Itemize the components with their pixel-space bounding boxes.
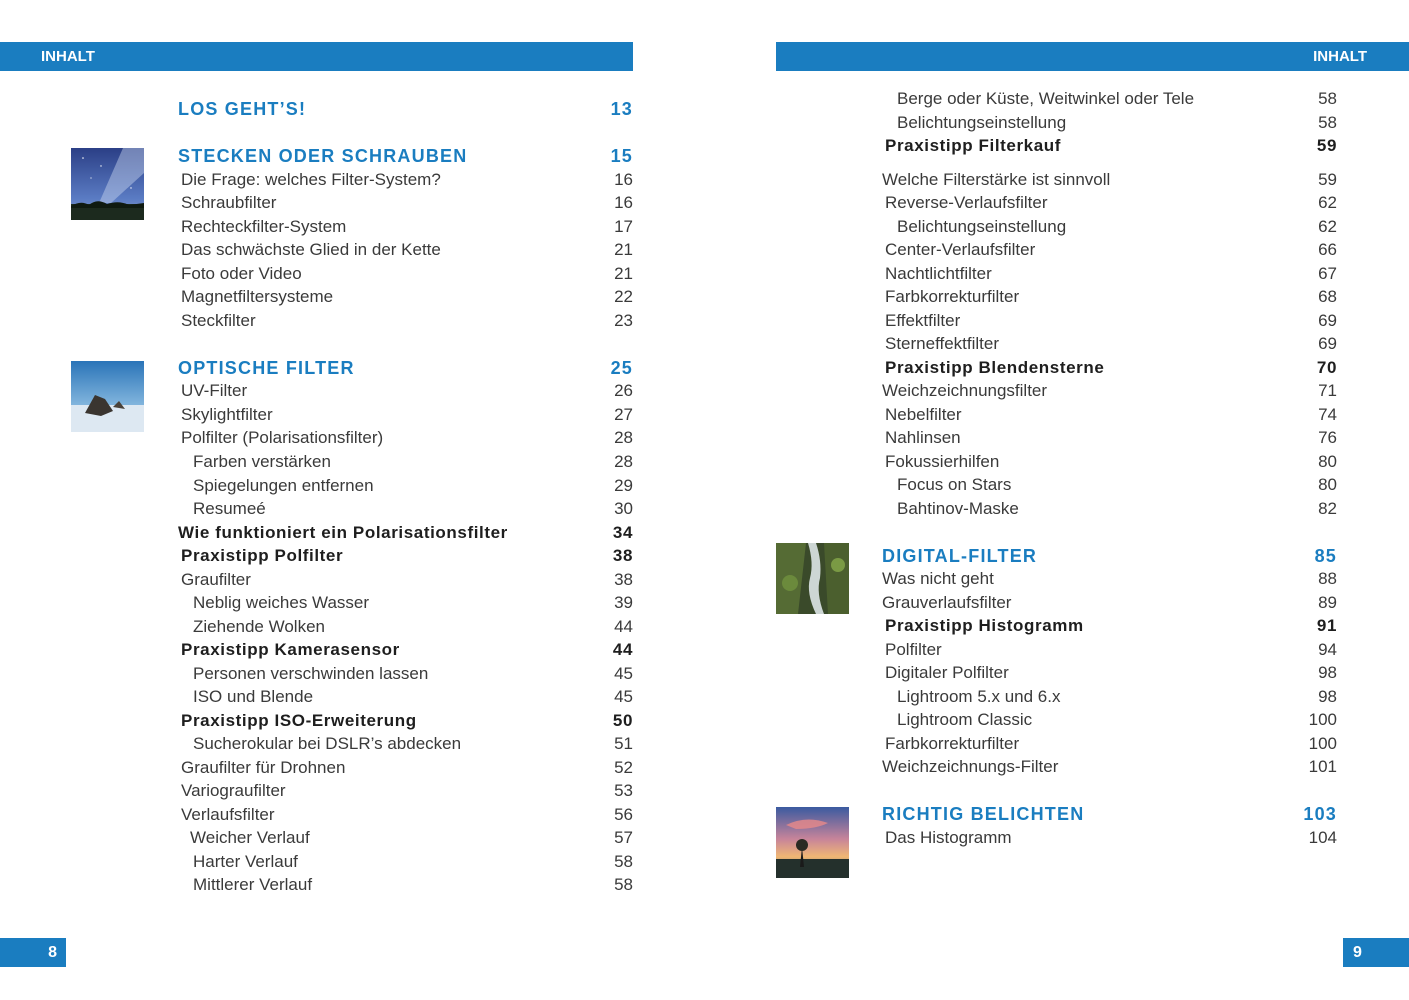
toc-title: Was nicht geht xyxy=(882,569,994,588)
toc-title: Belichtungseinstellung xyxy=(897,217,1067,236)
toc-page-number: 62 xyxy=(1318,217,1337,236)
toc-page-number: 74 xyxy=(1318,405,1337,424)
toc-title: OPTISCHE FILTER xyxy=(178,358,355,378)
toc-entry[interactable] xyxy=(178,781,633,805)
toc-subentry[interactable] xyxy=(178,476,633,500)
toc-page-number: 26 xyxy=(614,381,633,400)
toc-title: Digitaler Polfilter xyxy=(885,663,1009,682)
toc-entry[interactable] xyxy=(178,758,633,782)
toc-page-number: 15 xyxy=(610,146,633,166)
toc-page-number: 52 xyxy=(614,758,633,777)
header-label-left: INHALT xyxy=(41,48,95,65)
toc-subentry[interactable] xyxy=(882,687,1337,711)
toc-subentry[interactable] xyxy=(882,475,1337,499)
toc-section-heading[interactable] xyxy=(178,99,633,123)
toc-title: Praxistipp Polfilter xyxy=(181,546,344,565)
toc-page-number: 25 xyxy=(610,358,633,378)
toc-praxistipp[interactable] xyxy=(882,616,1337,640)
toc-title: DIGITAL-FILTER xyxy=(882,546,1038,566)
toc-page-number: 58 xyxy=(1318,113,1337,132)
toc-page-number: 34 xyxy=(612,523,633,542)
toc-section-heading[interactable] xyxy=(882,804,1337,828)
toc-entry[interactable] xyxy=(178,570,633,594)
toc-page-number: 67 xyxy=(1318,264,1337,283)
toc-page-number: 58 xyxy=(1318,89,1337,108)
toc-praxistipp[interactable] xyxy=(178,711,633,735)
toc-entry[interactable] xyxy=(178,428,633,452)
toc-entry[interactable] xyxy=(178,170,633,194)
toc-page-number: 80 xyxy=(1318,475,1337,494)
toc-page-number: 69 xyxy=(1318,334,1337,353)
toc-title: Weicher Verlauf xyxy=(190,828,310,847)
toc-title: ISO und Blende xyxy=(193,687,314,706)
toc-page-number: 45 xyxy=(614,687,633,706)
toc-title: Personen verschwinden lassen xyxy=(193,664,429,683)
toc-entry[interactable] xyxy=(178,405,633,429)
toc-page-number: 85 xyxy=(1314,546,1337,566)
toc-page-number: 13 xyxy=(610,99,633,119)
toc-title: Weichzeichnungsfilter xyxy=(882,381,1048,400)
toc-title: Nahlinsen xyxy=(885,428,961,447)
toc-entry[interactable] xyxy=(178,217,633,241)
page-number-right-label: 9 xyxy=(1353,944,1362,961)
toc-entry[interactable] xyxy=(882,264,1337,288)
toc-entry[interactable] xyxy=(882,663,1337,687)
toc-title: Lightroom 5.x und 6.x xyxy=(897,687,1061,706)
toc-page-number: 21 xyxy=(614,240,633,259)
toc-page-number: 16 xyxy=(614,193,633,212)
toc-page-number: 51 xyxy=(614,734,633,753)
toc-entry[interactable] xyxy=(882,240,1337,264)
toc-subentry[interactable] xyxy=(178,664,633,688)
toc-title: Lightroom Classic xyxy=(897,710,1033,729)
toc-page-number: 38 xyxy=(612,546,633,565)
toc-title: Effektfilter xyxy=(885,311,961,330)
toc-page-number: 62 xyxy=(1318,193,1337,212)
toc-page-number: 53 xyxy=(614,781,633,800)
toc-subentry[interactable] xyxy=(882,499,1337,523)
sea-rock-photo xyxy=(71,361,144,433)
toc-title: Praxistipp ISO-Erweiterung xyxy=(181,711,417,730)
toc-page-number: 44 xyxy=(614,617,633,636)
toc-page-number: 80 xyxy=(1318,452,1337,471)
toc-title: Sterneffektfilter xyxy=(885,334,1000,353)
toc-title: Praxistipp Blendensterne xyxy=(885,358,1105,377)
toc-praxistipp[interactable] xyxy=(178,546,633,570)
toc-page-number: 100 xyxy=(1308,734,1337,753)
toc-page-number: 44 xyxy=(612,640,633,659)
toc-page-number: 30 xyxy=(614,499,633,518)
toc-title: LOS GEHT’S! xyxy=(178,99,307,119)
toc-title: Steckfilter xyxy=(181,311,256,330)
toc-page-number: 103 xyxy=(1303,804,1337,824)
toc-page-number: 17 xyxy=(614,217,633,236)
toc-entry[interactable] xyxy=(178,240,633,264)
toc-title: Das Histogramm xyxy=(885,828,1012,847)
toc-praxistipp[interactable] xyxy=(882,358,1337,382)
toc-page-number: 23 xyxy=(614,311,633,330)
toc-subentry[interactable] xyxy=(178,828,633,852)
toc-subentry[interactable] xyxy=(882,113,1337,137)
toc-page-number: 38 xyxy=(614,570,633,589)
toc-page-number: 82 xyxy=(1318,499,1337,518)
toc-entry[interactable] xyxy=(178,287,633,311)
page-number-left-label: 8 xyxy=(48,944,57,961)
toc-page-number: 88 xyxy=(1318,569,1337,588)
toc-page-number: 59 xyxy=(1316,136,1337,155)
toc-title: Grauverlaufsfilter xyxy=(882,593,1012,612)
toc-page-number: 16 xyxy=(614,170,633,189)
toc-title: Schraubfilter xyxy=(181,193,277,212)
toc-subentry[interactable] xyxy=(178,452,633,476)
toc-title: Praxistipp Kamerasensor xyxy=(181,640,400,659)
toc-title: Farben verstärken xyxy=(193,452,331,471)
toc-title: Praxistipp Filterkauf xyxy=(885,136,1062,155)
header-bar-left xyxy=(0,42,633,71)
page-number-left xyxy=(0,938,66,967)
page-number-right xyxy=(1343,938,1409,967)
toc-praxistipp[interactable] xyxy=(178,640,633,664)
toc-page-number: 39 xyxy=(614,593,633,612)
toc-page-number: 28 xyxy=(614,428,633,447)
toc-subentry[interactable] xyxy=(178,852,633,876)
toc-entry[interactable] xyxy=(882,569,1337,593)
toc-entry[interactable] xyxy=(178,311,633,335)
toc-title: RICHTIG BELICHTEN xyxy=(882,804,1085,824)
toc-title: Variograufilter xyxy=(181,781,286,800)
toc-page-number: 101 xyxy=(1308,757,1337,776)
toc-entry[interactable] xyxy=(882,428,1337,452)
toc-title: Farbkorrekturfilter xyxy=(885,287,1020,306)
toc-entry[interactable] xyxy=(882,287,1337,311)
toc-page-number: 98 xyxy=(1318,687,1337,706)
toc-entry[interactable] xyxy=(882,334,1337,358)
toc-title: Sucherokular bei DSLR’s abdecken xyxy=(193,734,462,753)
toc-subentry[interactable] xyxy=(178,687,633,711)
toc-subentry[interactable] xyxy=(882,710,1337,734)
toc-praxistipp[interactable] xyxy=(178,523,633,547)
toc-title: Foto oder Video xyxy=(181,264,302,283)
toc-title: Rechteckfilter-System xyxy=(181,217,347,236)
toc-subentry[interactable] xyxy=(178,617,633,641)
toc-entry[interactable] xyxy=(178,381,633,405)
toc-title: Ziehende Wolken xyxy=(193,617,325,636)
toc-entry[interactable] xyxy=(882,757,1337,781)
toc-page-number: 29 xyxy=(614,476,633,495)
toc-title: Bahtinov-Maske xyxy=(897,499,1019,518)
toc-title: Polfilter (Polarisationsfilter) xyxy=(181,428,384,447)
toc-title: Wie funktioniert ein Polarisationsfilter xyxy=(178,523,508,542)
toc-title: Weichzeichnungs-Filter xyxy=(882,757,1059,776)
toc-section-heading[interactable] xyxy=(178,146,633,170)
toc-page-number: 104 xyxy=(1308,828,1337,847)
toc-entry[interactable] xyxy=(178,193,633,217)
toc-title: Fokussierhilfen xyxy=(885,452,1000,471)
toc-page-number: 28 xyxy=(614,452,633,471)
toc-title: Focus on Stars xyxy=(897,475,1012,494)
toc-page-number: 59 xyxy=(1318,170,1337,189)
toc-subentry[interactable] xyxy=(882,217,1337,241)
toc-title: Reverse-Verlaufsfilter xyxy=(885,193,1048,212)
toc-title: Berge oder Küste, Weitwinkel oder Tele xyxy=(897,89,1195,108)
toc-title: Praxistipp Histogramm xyxy=(885,616,1084,635)
toc-title: Das schwächste Glied in der Kette xyxy=(181,240,441,259)
toc-title: Nachtlichtfilter xyxy=(885,264,992,283)
toc-entry[interactable] xyxy=(882,311,1337,335)
toc-praxistipp[interactable] xyxy=(882,136,1337,160)
sunset-tree-photo xyxy=(776,807,849,879)
toc-title: Resumeé xyxy=(193,499,266,518)
toc-page-number: 71 xyxy=(1318,381,1337,400)
waterfall-photo xyxy=(776,543,849,615)
toc-title: Skylightfilter xyxy=(181,405,273,424)
toc-title: Die Frage: welches Filter-System? xyxy=(181,170,441,189)
toc-title: Verlaufsfilter xyxy=(181,805,275,824)
toc-page-number: 56 xyxy=(614,805,633,824)
toc-page-number: 70 xyxy=(1316,358,1337,377)
toc-entry[interactable] xyxy=(178,805,633,829)
toc-title: Polfilter xyxy=(885,640,942,659)
toc-title: Belichtungseinstellung xyxy=(897,113,1067,132)
toc-page-number: 50 xyxy=(612,711,633,730)
toc-page-number: 22 xyxy=(614,287,633,306)
toc-section-heading[interactable] xyxy=(178,358,633,382)
toc-title: Harter Verlauf xyxy=(193,852,298,871)
toc-entry[interactable] xyxy=(882,734,1337,758)
toc-title: STECKEN ODER SCHRAUBEN xyxy=(178,146,468,166)
toc-page-number: 58 xyxy=(614,852,633,871)
toc-entry[interactable] xyxy=(882,640,1337,664)
toc-title: Welche Filterstärke ist sinnvoll xyxy=(882,170,1111,189)
milky-way-photo xyxy=(71,148,144,220)
toc-title: Neblig weiches Wasser xyxy=(193,593,370,612)
toc-entry[interactable] xyxy=(882,381,1337,405)
toc-title: Nebelfilter xyxy=(885,405,962,424)
toc-page-number: 69 xyxy=(1318,311,1337,330)
toc-entry[interactable] xyxy=(882,405,1337,429)
header-bar-right xyxy=(776,42,1409,71)
toc-subentry[interactable] xyxy=(178,499,633,523)
toc-page-number: 100 xyxy=(1308,710,1337,729)
toc-page-number: 45 xyxy=(614,664,633,683)
toc-subentry[interactable] xyxy=(178,593,633,617)
header-label-right: INHALT xyxy=(1313,48,1367,65)
toc-page-number: 58 xyxy=(614,875,633,894)
toc-subentry[interactable] xyxy=(882,89,1337,113)
toc-page-number: 27 xyxy=(614,405,633,424)
toc-page-number: 94 xyxy=(1318,640,1337,659)
toc-page-number: 68 xyxy=(1318,287,1337,306)
toc-entry[interactable] xyxy=(882,452,1337,476)
toc-page-number: 91 xyxy=(1316,616,1337,635)
toc-section-heading[interactable] xyxy=(882,546,1337,570)
toc-title: Center-Verlaufsfilter xyxy=(885,240,1036,259)
toc-title: Spiegelungen entfernen xyxy=(193,476,374,495)
toc-title: Graufilter xyxy=(181,570,251,589)
toc-title: Farbkorrekturfilter xyxy=(885,734,1020,753)
toc-subentry[interactable] xyxy=(178,734,633,758)
toc-entry[interactable] xyxy=(178,264,633,288)
toc-page-number: 57 xyxy=(614,828,633,847)
toc-entry[interactable] xyxy=(882,193,1337,217)
toc-page-number: 21 xyxy=(614,264,633,283)
toc-title: Mittlerer Verlauf xyxy=(193,875,313,894)
toc-title: Graufilter für Drohnen xyxy=(181,758,346,777)
toc-page-number: 98 xyxy=(1318,663,1337,682)
toc-title: Magnetfiltersysteme xyxy=(181,287,334,306)
toc-page-number: 76 xyxy=(1318,428,1337,447)
toc-entry[interactable] xyxy=(882,593,1337,617)
toc-subentry[interactable] xyxy=(178,875,633,899)
toc-page-number: 89 xyxy=(1318,593,1337,612)
toc-entry[interactable] xyxy=(882,828,1337,852)
toc-entry[interactable] xyxy=(882,170,1337,194)
toc-page-number: 66 xyxy=(1318,240,1337,259)
toc-title: UV-Filter xyxy=(181,381,248,400)
